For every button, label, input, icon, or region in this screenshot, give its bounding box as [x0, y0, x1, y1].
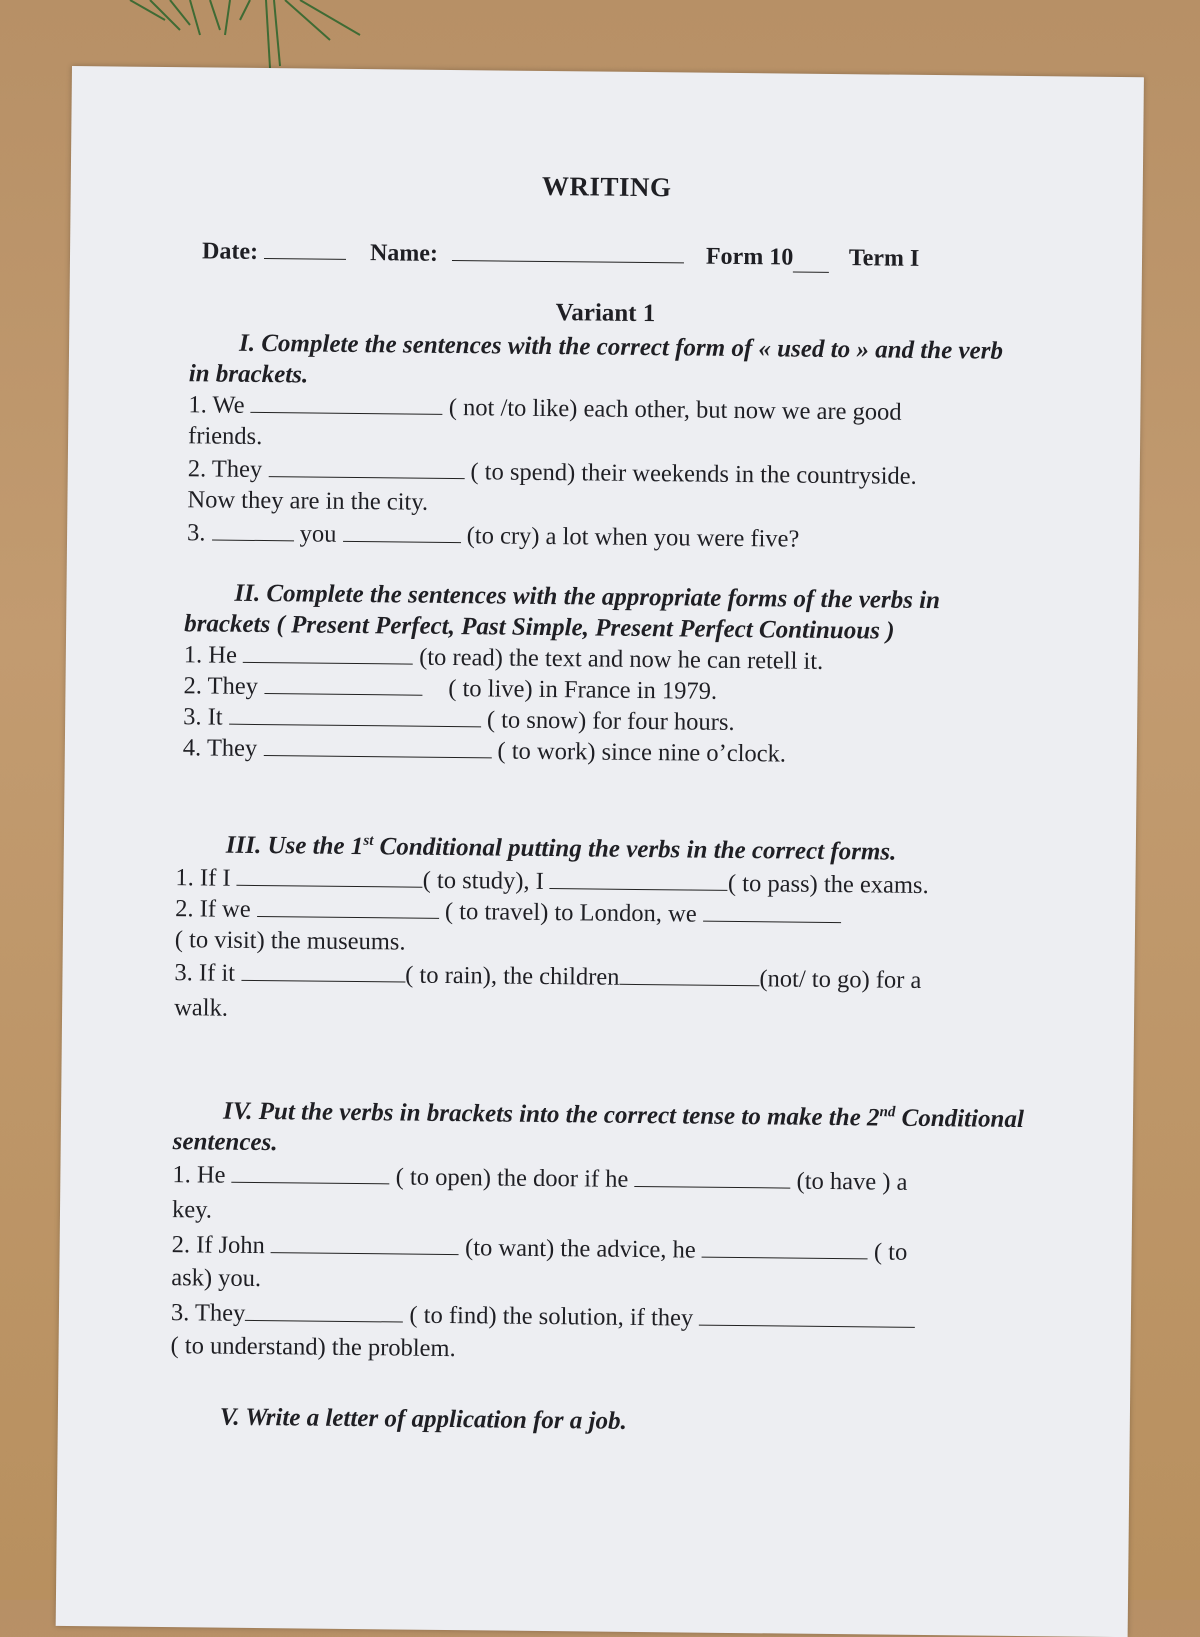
date-blank — [264, 236, 346, 260]
answer-blank — [232, 1160, 390, 1185]
section-4-instruction — [173, 1095, 1034, 1166]
answer-blank — [243, 640, 413, 665]
item-text: ( to — [873, 1238, 908, 1266]
header-fields — [202, 235, 920, 275]
item-text: (to read) the text and now he can retell it. — [419, 643, 824, 675]
pine-branch-decoration — [70, 0, 370, 70]
item-text: (to cry) a lot when you were five? — [466, 522, 800, 553]
form-label: Form 10 — [705, 243, 794, 271]
instruction-text: Conditional putting the verbs in the correct forms. — [373, 833, 897, 866]
answer-blank — [257, 894, 439, 919]
item-text: 4. They — [182, 734, 258, 762]
item-continuation: ask) you. — [171, 1264, 262, 1293]
answer-blank — [634, 1164, 790, 1189]
item-continuation: ( to understand) the problem. — [170, 1332, 456, 1363]
item-text: 2. If we — [175, 895, 251, 923]
answer-blank — [619, 962, 759, 986]
item-continuation: key. — [171, 1196, 213, 1224]
item-text: 3. It — [183, 703, 223, 731]
answer-blank — [343, 519, 461, 543]
answer-blank — [245, 1298, 403, 1323]
ordinal-suffix: st — [363, 832, 374, 849]
term-label: Term I — [848, 245, 920, 272]
item-text: (to want) the advice, he — [464, 1234, 696, 1264]
item-text: ( to pass) the exams. — [727, 869, 929, 900]
item-text: ( to work) since nine o’clock. — [497, 737, 787, 768]
item-continuation: ( to visit) the museums. — [174, 926, 406, 956]
item-text: ( to open) the door if he — [395, 1163, 629, 1193]
answer-blank — [264, 671, 422, 696]
answer-blank — [268, 454, 464, 479]
instruction-text: IV. Put the verbs in brackets into the correct tense to make the 2 — [222, 1097, 880, 1132]
item-continuation: Now they are in the city. — [187, 486, 429, 516]
item-text: (not/ to go) for a — [759, 965, 922, 994]
item-text: 2. If John — [171, 1231, 266, 1260]
item-text: 1. He — [172, 1161, 226, 1189]
answer-blank — [271, 1230, 459, 1255]
answer-blank — [241, 958, 405, 983]
name-blank — [452, 238, 684, 263]
item-text: 2. They — [187, 455, 263, 484]
answer-blank — [237, 863, 423, 888]
variant-heading: Variant 1 — [555, 299, 656, 328]
section-3 — [174, 829, 1016, 1032]
answer-blank — [251, 390, 443, 415]
ordinal-suffix: nd — [879, 1104, 896, 1121]
item-text: ( to travel) to London, we — [444, 897, 697, 928]
item-text: ( not /to like) each other, but now we are good — [448, 393, 902, 426]
answer-blank — [550, 866, 728, 891]
worksheet-paper — [56, 66, 1144, 1637]
section-1-item-3 — [187, 517, 1027, 557]
item-text: ( to live) in France in 1979. — [448, 674, 718, 705]
worksheet-content — [56, 66, 1144, 1637]
instruction-text: III. Use the 1 — [225, 831, 364, 861]
item-text: 3. If it — [174, 959, 236, 987]
item-text: 2. They — [183, 672, 259, 700]
item-text: ( to study), I — [422, 866, 544, 895]
section-4-item-1 — [172, 1159, 1032, 1199]
answer-blank — [229, 702, 481, 728]
item-text: ( to snow) for four hours. — [486, 706, 735, 736]
section-5 — [170, 1401, 1010, 1441]
item-text: 3. They — [170, 1299, 246, 1327]
section-1-instruction: I. Complete the sentences with the correct form of « used to » and the verb in brackets. — [188, 329, 1004, 389]
item-text: 1. If I — [175, 864, 231, 892]
date-label: Date: — [201, 238, 259, 265]
item-text: (to have ) a — [796, 1167, 908, 1196]
page-title: WRITING — [541, 170, 672, 203]
instruction-text: Conditional sentences. — [172, 1104, 1025, 1157]
item-text: ( to rain), the children — [405, 961, 620, 991]
answer-blank — [699, 1303, 915, 1328]
section-2 — [183, 577, 1025, 772]
item-text: 3. — [186, 519, 206, 547]
name-label: Name: — [369, 240, 439, 267]
section-1 — [187, 327, 1029, 557]
item-text: 1. We — [188, 391, 245, 419]
answer-blank — [212, 517, 294, 541]
section-3-item-3 — [174, 957, 1014, 997]
item-text: 1. He — [183, 641, 238, 669]
section-4 — [170, 1095, 1033, 1370]
answer-blank — [263, 733, 491, 758]
item-text: ( to spend) their weekends in the countryside. — [470, 458, 917, 490]
form-blank — [793, 250, 829, 273]
answer-blank — [702, 1235, 868, 1260]
item-text: ( to find) the solution, if they — [409, 1301, 694, 1332]
section-5-instruction: V. Write a letter of application for a job. — [219, 1403, 627, 1435]
item-text: you — [299, 520, 337, 548]
item-continuation: walk. — [174, 994, 229, 1022]
answer-blank — [703, 899, 841, 923]
item-continuation: friends. — [187, 422, 263, 451]
section-2-instruction: II. Complete the sentences with the appropriate forms of the verbs in brackets ( Present Perfect, Past Simple, Present Perfect Continuous ) — [184, 579, 941, 645]
